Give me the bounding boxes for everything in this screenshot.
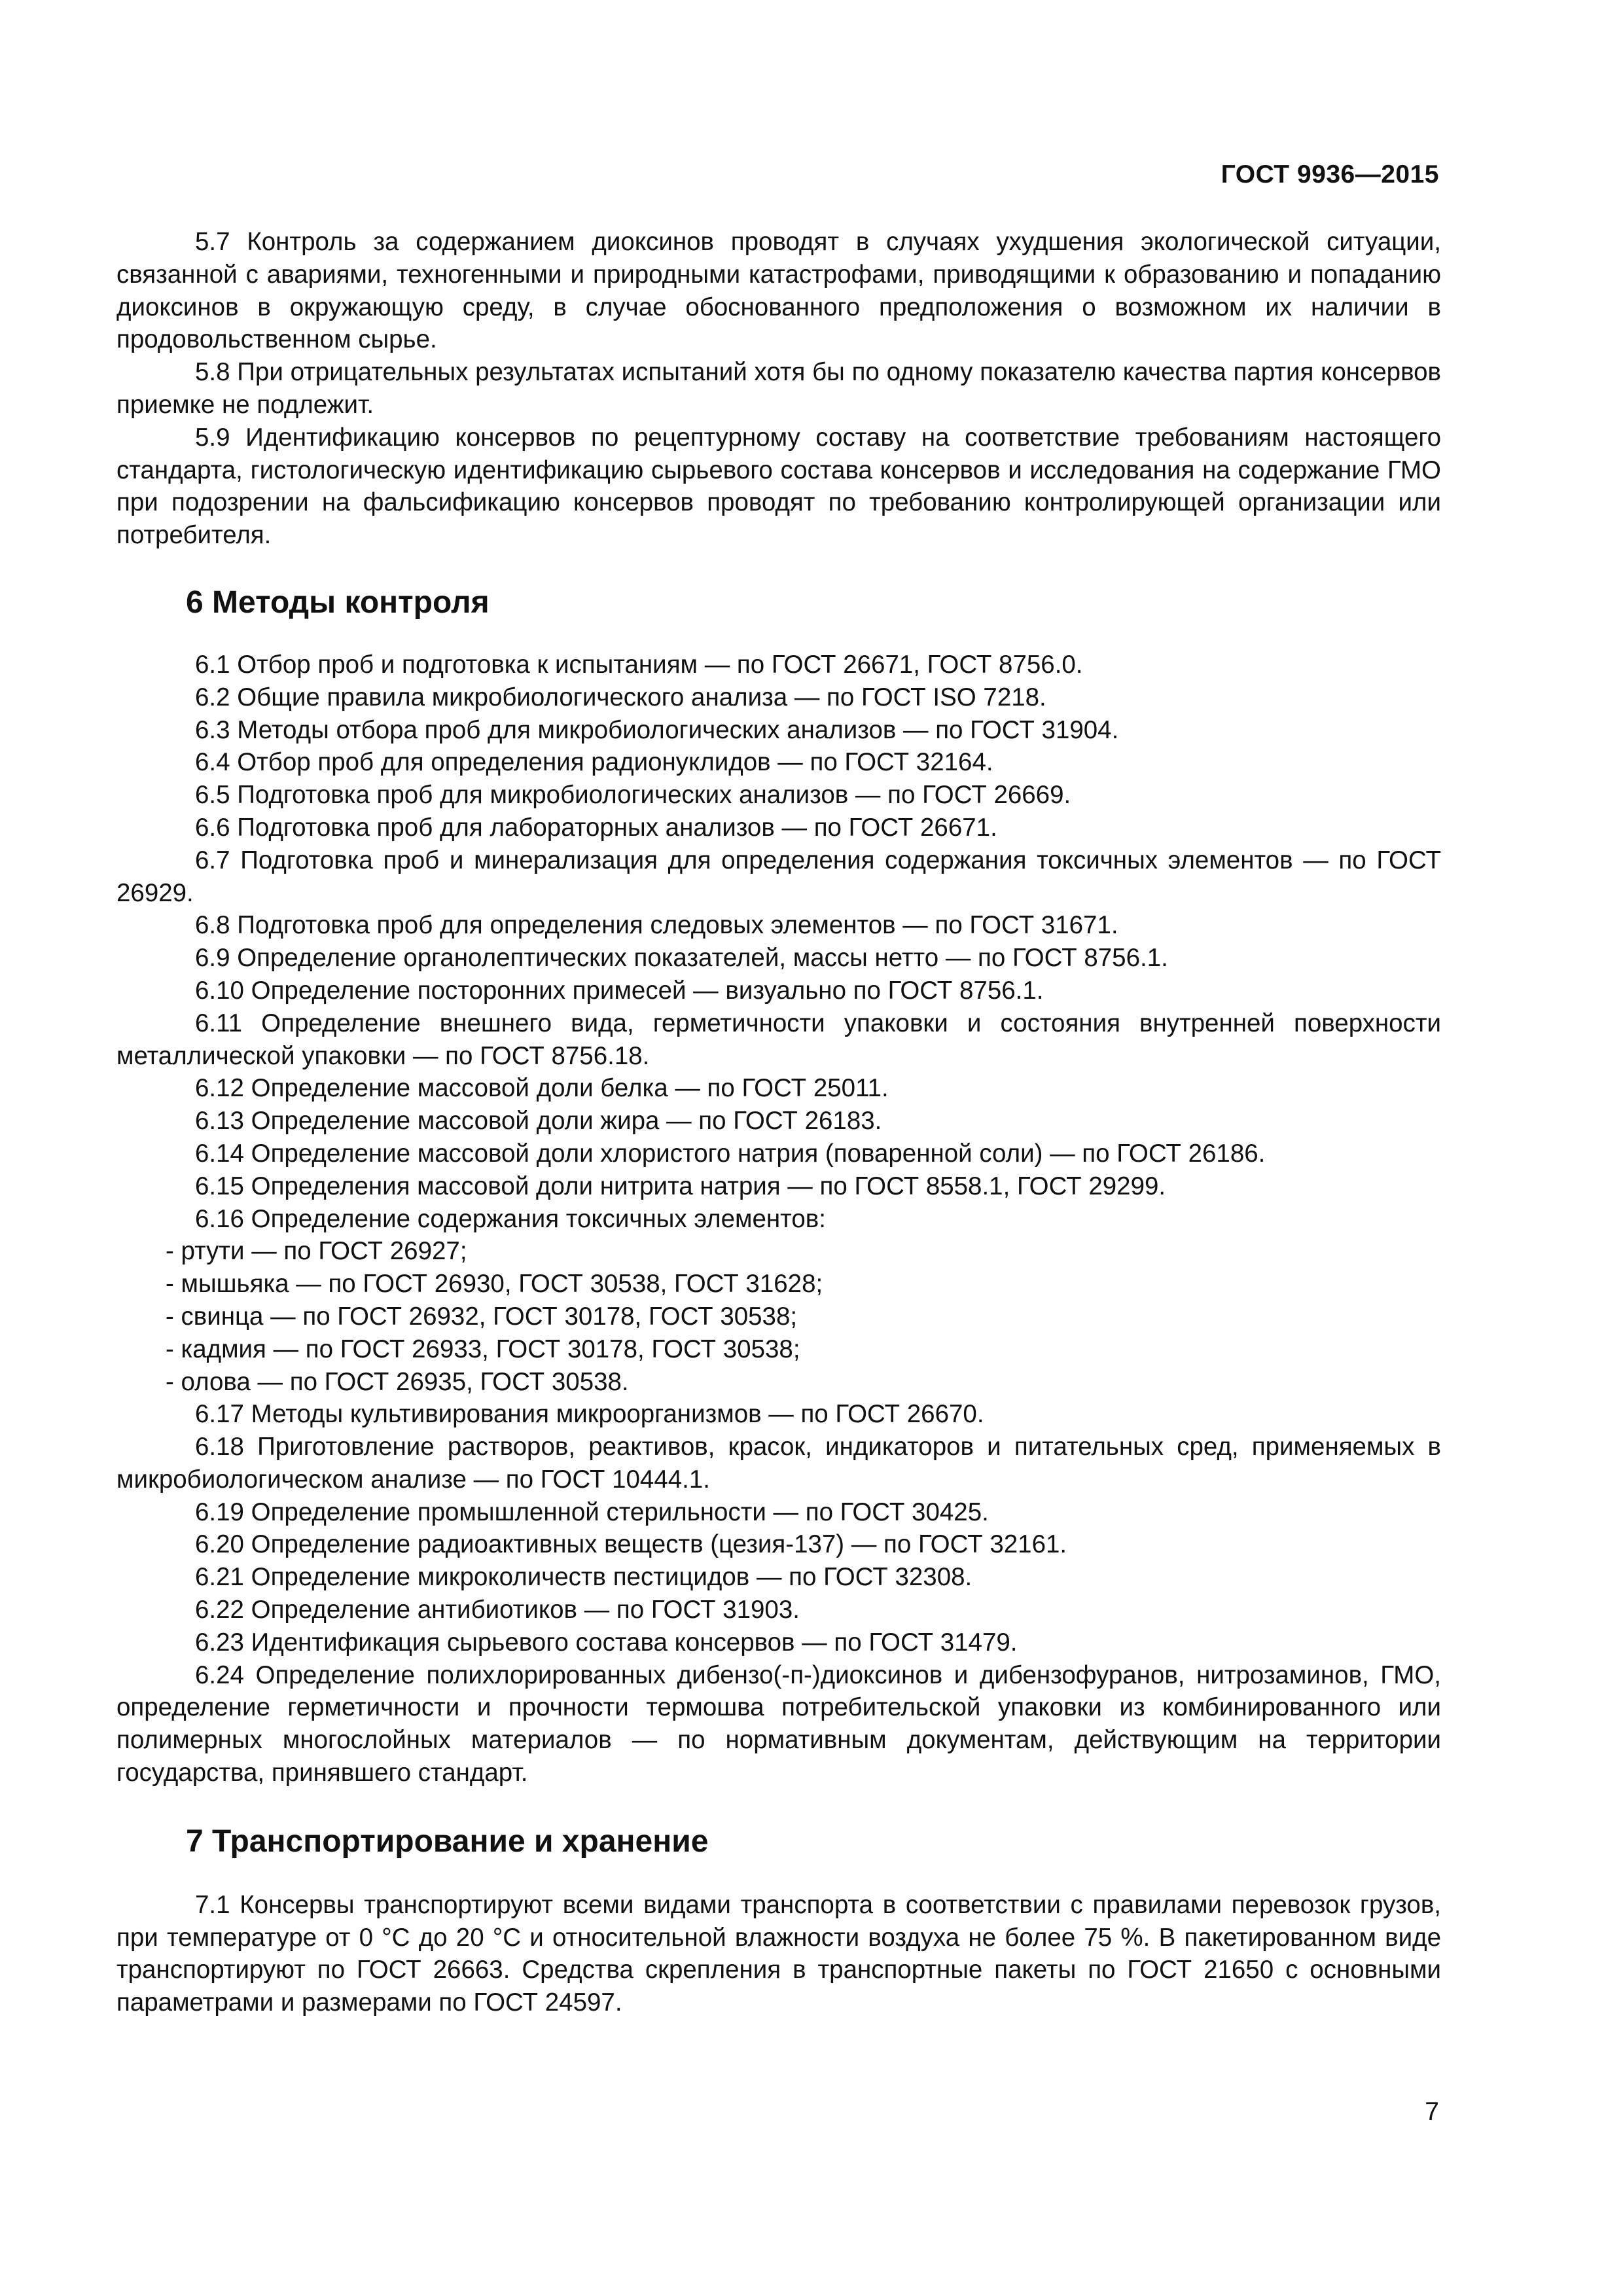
- clause-6-14: 6.14 Определение массовой доли хлористого натрия (поваренной соли) — по ГОСТ 26186.: [195, 1139, 1266, 1168]
- clause-6-16: 6.16 Определение содержания токсичных элементов:: [195, 1204, 826, 1233]
- section-6-heading: 6 Методы контроля: [186, 584, 490, 620]
- clause-6-20: 6.20 Определение радиоактивных веществ (цезия-137) — по ГОСТ 32161.: [195, 1530, 1067, 1559]
- clause-6-2: 6.2 Общие правила микробиологического анализа — по ГОСТ ISO 7218.: [195, 683, 1046, 711]
- clause-6-9: 6.9 Определение органолептических показателей, массы нетто — по ГОСТ 8756.1.: [195, 944, 1168, 973]
- clause-6-13: 6.13 Определение массовой доли жира — по ГОСТ 26183.: [195, 1107, 882, 1136]
- toxic-item-tin: - олова — по ГОСТ 26935, ГОСТ 30538.: [166, 1367, 629, 1396]
- clause-5-7: 5.7 Контроль за содержанием диоксинов проводят в случаях ухудшения экологической ситуации, связанной с авариями, техногенными и природными катастрофами, приводящими к образованию и попаданию диоксинов в окружающую среду, в случае обоснованного предположения о возможном их наличии в продовольственном сырье.: [116, 228, 1441, 354]
- clause-6-18: 6.18 Приготовление растворов, реактивов, красок, индикаторов и питательных сред, применяемых в микробиологическом анализе — по ГОСТ 10444.1.: [116, 1433, 1441, 1494]
- clause-5-8: 5.8 При отрицательных результатах испытаний хотя бы по одному показателю качества партия консервов приемке не подлежит.: [116, 358, 1441, 419]
- toxic-item-arsenic: - мышьяка — по ГОСТ 26930, ГОСТ 30538, ГОСТ 31628;: [166, 1270, 823, 1299]
- clause-6-8: 6.8 Подготовка проб для определения следовых элементов — по ГОСТ 31671.: [195, 911, 1118, 940]
- clause-6-10: 6.10 Определение посторонних примесей — визуально по ГОСТ 8756.1.: [195, 976, 1044, 1005]
- clause-6-5: 6.5 Подготовка проб для микробиологических анализов — по ГОСТ 26669.: [195, 781, 1071, 810]
- clause-5-9: 5.9 Идентификацию консервов по рецептурному составу на соответствие требованиям настоящего стандарта, гистологическую идентификацию сырьевого состава консервов и исследования на содержание ГМО при подозрении на фальсификацию консервов проводят по требованию контролирующей организации или потребителя.: [116, 423, 1441, 550]
- clause-6-21: 6.21 Определение микроколичеств пестицидов — по ГОСТ 32308.: [195, 1563, 972, 1592]
- document-code-header: ГОСТ 9936—2015: [1221, 160, 1439, 188]
- clause-6-23: 6.23 Идентификация сырьевого состава консервов — по ГОСТ 31479.: [195, 1628, 1018, 1657]
- clause-6-6: 6.6 Подготовка проб для лабораторных анализов — по ГОСТ 26671.: [195, 813, 997, 842]
- clause-6-3: 6.3 Методы отбора проб для микробиологических анализов — по ГОСТ 31904.: [195, 715, 1119, 744]
- toxic-item-mercury: - ртути — по ГОСТ 26927;: [166, 1237, 467, 1266]
- clause-6-4: 6.4 Отбор проб для определения радионуклидов — по ГОСТ 32164.: [195, 748, 993, 777]
- toxic-item-cadmium: - кадмия — по ГОСТ 26933, ГОСТ 30178, ГОСТ 30538;: [166, 1335, 800, 1363]
- section-7-heading: 7 Транспортирование и хранение: [186, 1823, 709, 1859]
- page-number: 7: [1425, 2098, 1439, 2126]
- clause-6-17: 6.17 Методы культивирования микроорганизмов — по ГОСТ 26670.: [195, 1400, 984, 1429]
- clause-6-24: 6.24 Определение полихлорированных дибензо(-п-)диоксинов и дибензофуранов, нитрозаминов, ГМО, определение герметичности и прочности термошва потребительской упаковки из комбинированного или полимерных многослойных материалов — по нормативным документам, действующим на территории государства, принявшего стандарт.: [116, 1660, 1441, 1787]
- clause-6-12: 6.12 Определение массовой доли белка — по ГОСТ 25011.: [195, 1074, 889, 1103]
- clause-6-7: 6.7 Подготовка проб и минерализация для определения содержания токсичных элементов — по ГОСТ 26929.: [116, 846, 1441, 907]
- clause-7-1: 7.1 Консервы транспортируют всеми видами транспорта в соответствии с правилами перевозок грузов, при температуре от 0 °С до 20 °С и относительной влажности воздуха не более 75 %. В пакетированном виде транспортируют по ГОСТ 26663. Средства скрепления в транспортные пакеты по ГОСТ 21650 с основными параметрами и размерами по ГОСТ 24597.: [116, 1890, 1441, 2017]
- clause-6-19: 6.19 Определение промышленной стерильности — по ГОСТ 30425.: [195, 1498, 989, 1526]
- document-body: [116, 226, 1441, 2019]
- clause-6-11: 6.11 Определение внешнего вида, герметичности упаковки и состояния внутренней поверхности металлической упаковки — по ГОСТ 8756.18.: [116, 1009, 1441, 1070]
- clause-6-22: 6.22 Определение антибиотиков — по ГОСТ 31903.: [195, 1596, 800, 1624]
- clause-6-15: 6.15 Определения массовой доли нитрита натрия — по ГОСТ 8558.1, ГОСТ 29299.: [195, 1172, 1166, 1200]
- clause-6-1: 6.1 Отбор проб и подготовка к испытаниям — по ГОСТ 26671, ГОСТ 8756.0.: [195, 650, 1083, 679]
- toxic-item-lead: - свинца — по ГОСТ 26932, ГОСТ 30178, ГОСТ 30538;: [166, 1302, 798, 1331]
